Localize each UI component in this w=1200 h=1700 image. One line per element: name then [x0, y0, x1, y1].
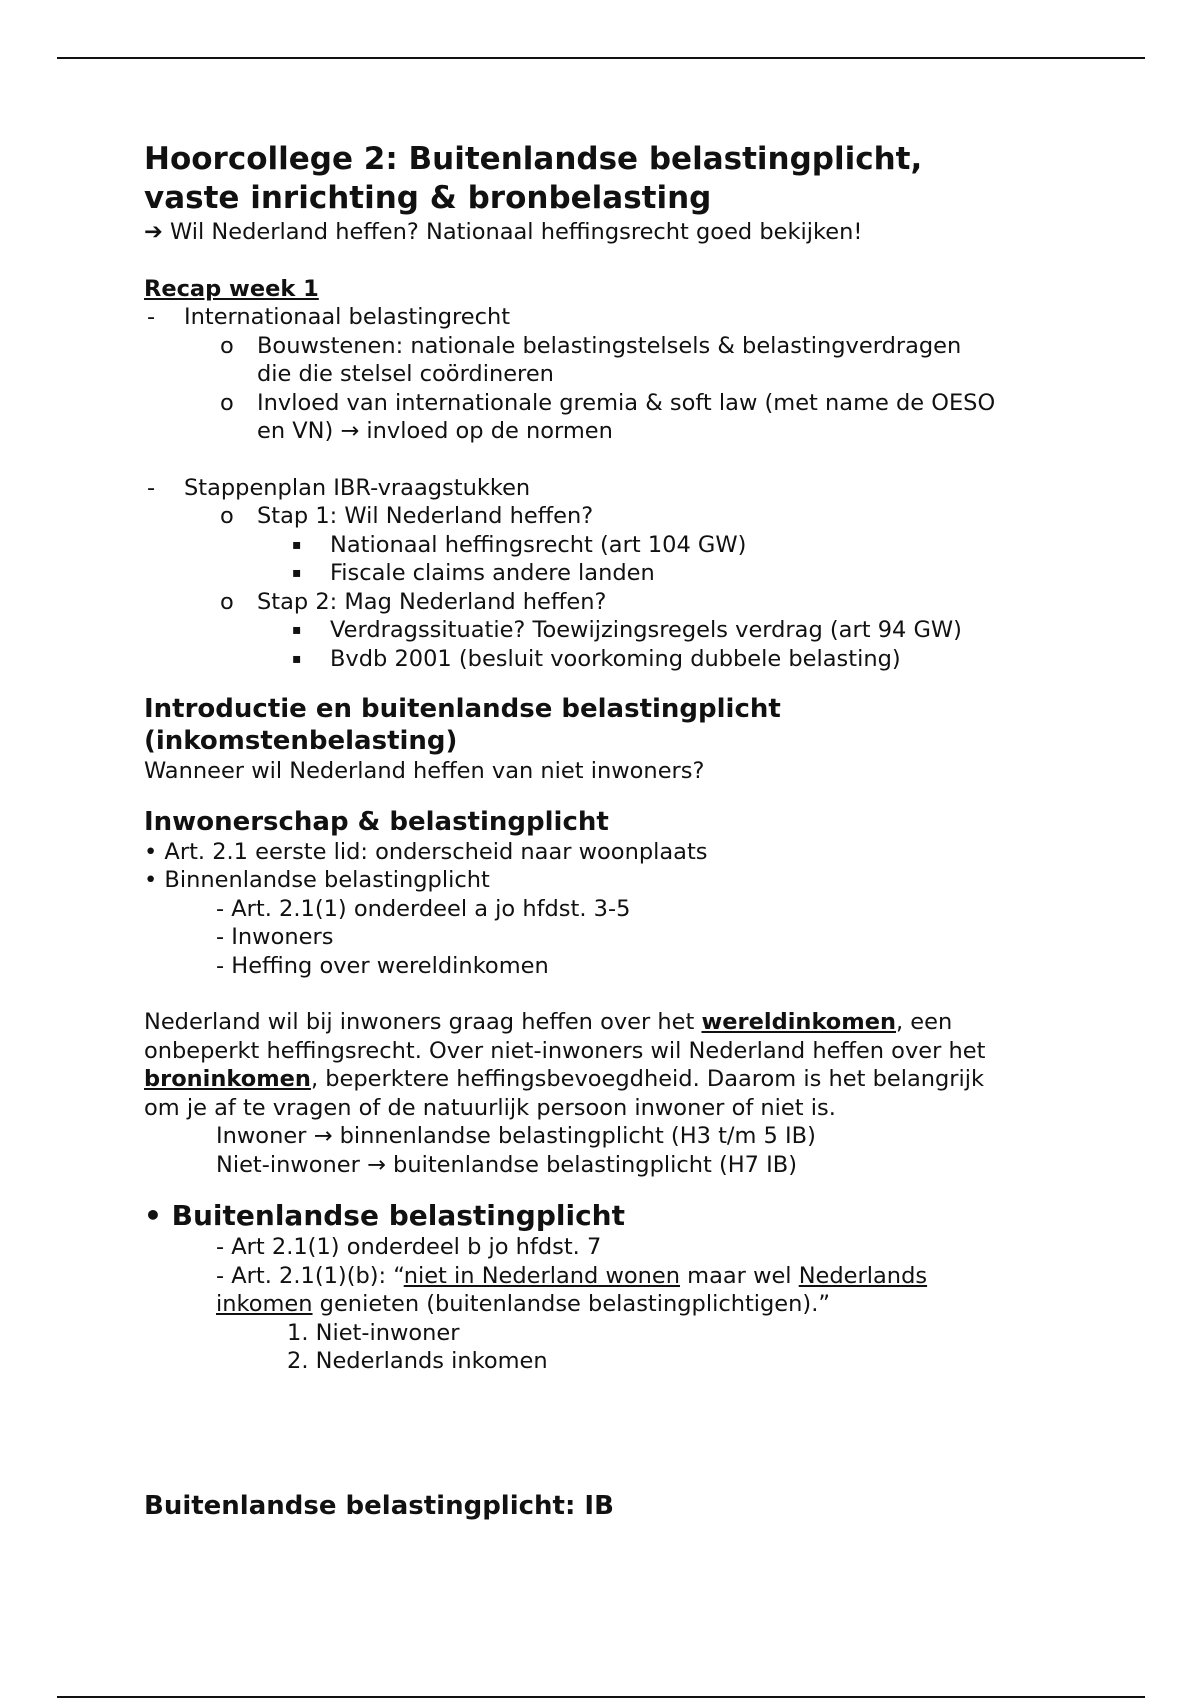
- paragraph-line: Inwoner → binnenlandse belastingplicht (H3 t/m 5 IB): [216, 1123, 816, 1149]
- list-item-text: Fiscale claims andere landen: [330, 560, 655, 586]
- circle-bullet-icon: o: [220, 332, 234, 359]
- underlined-text: Nederlands: [798, 1262, 928, 1289]
- list-item-text: Stap 2: Mag Nederland heffen?: [257, 588, 607, 615]
- dash-bullet-icon: -: [147, 304, 156, 330]
- paragraph-line: Niet-inwoner → buitenlandse belastingplicht (H7 IB): [216, 1151, 797, 1178]
- list-item-text: Verdragssituatie? Toewijzingsregels verdrag (art 94 GW): [330, 617, 962, 643]
- intro-heading-line-2: (inkomstenbelasting): [144, 726, 458, 756]
- intro-heading-line-1: Introductie en buitenlandse belastingplicht: [144, 694, 781, 724]
- document-page: [144, 140, 1074, 1522]
- square-bullet-icon: ▪: [292, 565, 302, 581]
- recap-heading: Recap week 1: [144, 275, 319, 302]
- inwoner-heading: Inwonerschap & belastingplicht: [144, 806, 609, 837]
- circle-bullet-icon: o: [220, 503, 234, 529]
- buiten-dash-2-cont: [144, 1290, 1074, 1319]
- circle-bullet-icon: o: [220, 389, 234, 416]
- circle-bullet-icon: o: [220, 588, 234, 615]
- underlined-text: niet in Nederland wonen: [403, 1262, 681, 1289]
- numbered-item-1: 1. Niet-inwoner: [287, 1319, 460, 1346]
- paragraph-line: [144, 1008, 1074, 1037]
- text-span: maar wel: [680, 1262, 799, 1289]
- inwoner-dash-1: - Art. 2.1(1) onderdeel a jo hfdst. 3-5: [216, 895, 631, 922]
- list-item-text: en VN) → invloed op de normen: [257, 418, 613, 444]
- intro-heading: [144, 693, 1074, 757]
- list-item-text: Stap 1: Wil Nederland heffen?: [257, 503, 594, 529]
- list-item-text: Invloed van internationale gremia & soft law (met name de OESO: [257, 389, 996, 416]
- list-item-text: Stappenplan IBR-vraagstukken: [184, 474, 531, 501]
- body-paragraph: [144, 1008, 1074, 1179]
- bold-term-broninkomen: broninkomen: [144, 1066, 311, 1092]
- buiten-dash-2: [144, 1262, 1074, 1291]
- list-item: [144, 502, 1074, 531]
- title-line-2: vaste inrichting & bronbelasting: [144, 180, 712, 216]
- list-item-text: die die stelsel coördineren: [257, 361, 554, 387]
- square-bullet-icon: ▪: [292, 650, 302, 667]
- inwoner-dash-3: - Heffing over wereldinkomen: [216, 952, 549, 979]
- list-item: [144, 616, 1074, 645]
- list-item: [144, 389, 1074, 446]
- square-bullet-icon: ▪: [292, 622, 302, 638]
- list-item-text: Bouwstenen: nationale belastingstelsels & belastingverdragen: [257, 332, 962, 359]
- text-span: Nederland wil bij inwoners graag heffen over het: [144, 1009, 702, 1035]
- inwoner-bullet-2: • Binnenlandse belastingplicht: [144, 867, 490, 893]
- intro-text: Wanneer wil Nederland heffen van niet inwoners?: [144, 758, 705, 784]
- footer-rule: [57, 1696, 1145, 1698]
- dash-bullet-icon: -: [147, 474, 156, 501]
- list-item-text: Bvdb 2001 (besluit voorkoming dubbele belasting): [330, 645, 901, 672]
- list-item: [144, 303, 1074, 332]
- list-item: [144, 559, 1074, 588]
- bold-term-wereldinkomen: wereldinkomen: [701, 1009, 896, 1035]
- underlined-text: inkomen: [216, 1291, 313, 1317]
- numbered-item-2: 2. Nederlands inkomen: [287, 1348, 548, 1374]
- list-item: [144, 531, 1074, 560]
- subtitle: [144, 218, 1074, 247]
- text-span: genieten (buitenlandse belastingplichtigen).”: [312, 1291, 830, 1317]
- buiten-dash-1: - Art 2.1(1) onderdeel b jo hfdst. 7: [216, 1234, 602, 1260]
- paragraph-line: om je af te vragen of de natuurlijk persoon inwoner of niet is.: [144, 1094, 836, 1121]
- arrow-icon: ➔: [144, 219, 163, 245]
- header-rule: [57, 57, 1145, 59]
- title-line-1: Hoorcollege 2: Buitenlandse belastingplicht,: [144, 141, 923, 177]
- paragraph-line: [144, 1065, 1074, 1094]
- paragraph-line: onbeperkt heffingsrecht. Over niet-inwoners wil Nederland heffen over het: [144, 1037, 986, 1064]
- list-item: [144, 588, 1074, 617]
- text-span: - Art. 2.1(1)(b): “: [216, 1262, 404, 1289]
- document-title: [144, 140, 1074, 218]
- inwoner-dash-2: - Inwoners: [216, 924, 334, 950]
- text-span: , een: [896, 1009, 953, 1035]
- list-item: [144, 332, 1074, 389]
- square-bullet-icon: ▪: [292, 536, 302, 553]
- subtitle-text: Wil Nederland heffen? Nationaal heffingsrecht goed bekijken!: [170, 219, 863, 245]
- list-item: [144, 474, 1074, 503]
- ib-heading: Buitenlandse belastingplicht: IB: [144, 1490, 614, 1521]
- text-span: , beperktere heffingsbevoegdheid. Daarom is het belangrijk: [310, 1066, 985, 1092]
- list-item: [144, 645, 1074, 674]
- buitenlandse-heading: • Buitenlandse belastingplicht: [144, 1199, 626, 1232]
- list-item-text: Internationaal belastingrecht: [184, 304, 511, 330]
- inwoner-bullet-1: • Art. 2.1 eerste lid: onderscheid naar woonplaats: [144, 838, 708, 865]
- list-item-text: Nationaal heffingsrecht (art 104 GW): [330, 531, 747, 558]
